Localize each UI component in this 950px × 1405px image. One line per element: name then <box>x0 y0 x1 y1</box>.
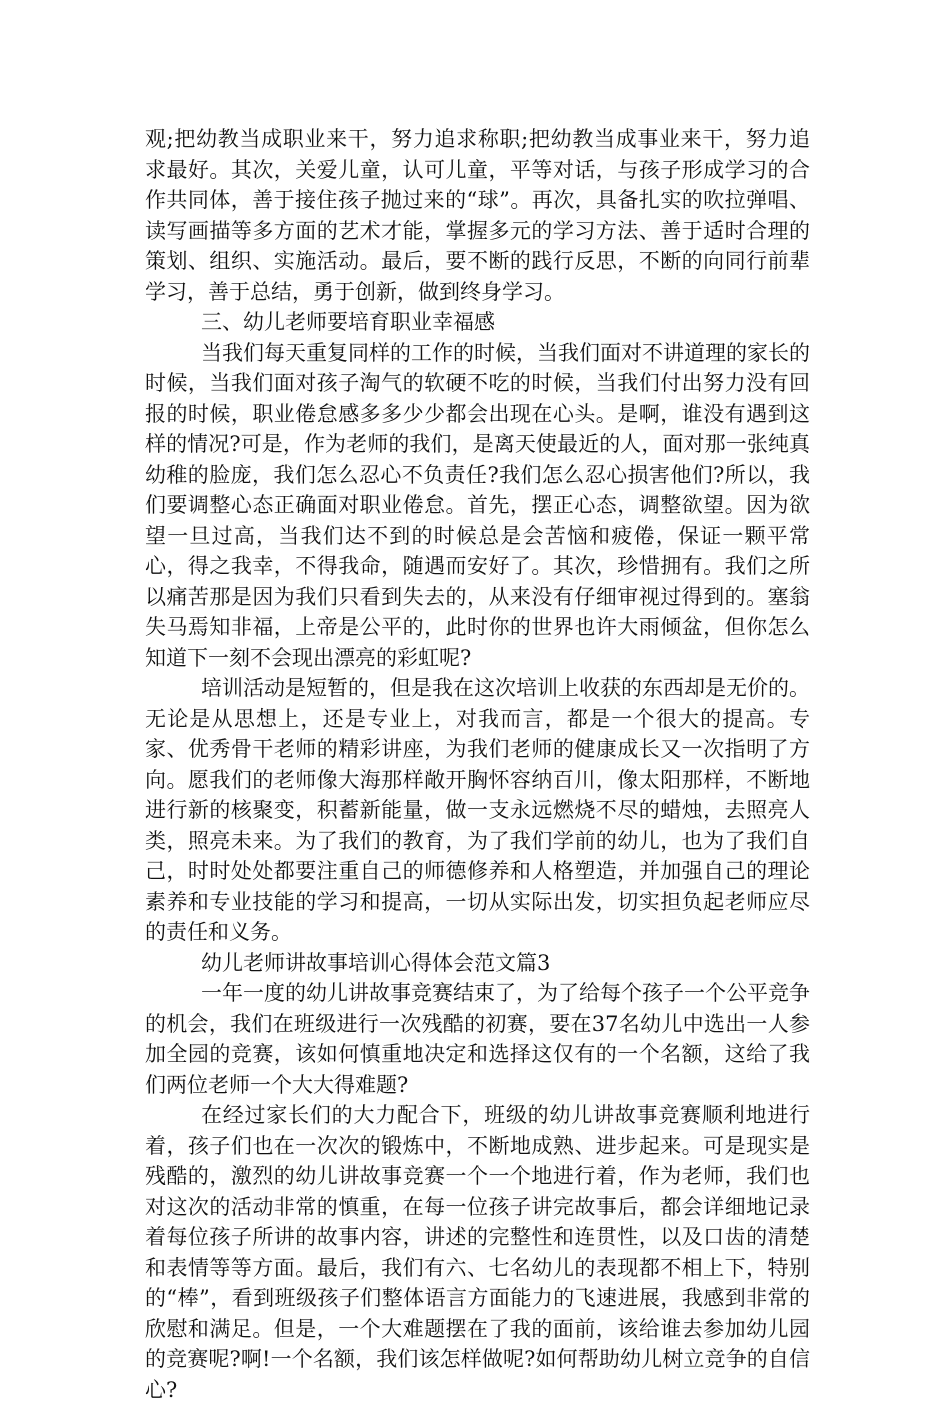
paragraph-continuation: 观;把幼教当成职业来干，努力追求称职;把幼教当成事业来干，努力追求最好。其次，关爱儿童，认可儿童，平等对话，与孩子形成学习的合作共同体，善于接住孩子抛过来的“球”。再次，具备扎实的吹拉弹唱、读写画描等多方面的艺术才能，掌握多元的学习方法、善于适时合理的策划、组织、实施活动。最后，要不断的践行反思，不断的向同行前辈学习，善于总结，勇于创新，做到终身学习。 <box>145 127 810 304</box>
paragraph-competition-process: 在经过家长们的大力配合下，班级的幼儿讲故事竞赛顺利地进行着，孩子们也在一次次的锻炼中，不断地成熟、进步起来。可是现实是残酷的，激烈的幼儿讲故事竞赛一个一个地进行着，作为老师，我们也对这次的活动非常的慎重，在每一位孩子讲完故事后，都会详细地记录着每位孩子所讲的故事内容，讲述的完整性和连贯性，以及口齿的清楚和表情等等方面。最后，我们有六、七名幼儿的表现都不相上下，特别的“棒”，看到班级孩子们整体语言方面能力的飞速进展，我感到非常的欣慰和满足。但是，一个大难题摆在了我的面前，该给谁去参加幼儿园的竞赛呢?啊!一个名额，我们该怎样做呢?如何帮助幼儿树立竞争的自信心? <box>145 1103 810 1402</box>
paragraph-job-burnout: 当我们每天重复同样的工作的时候，当我们面对不讲道理的家长的时候，当我们面对孩子淘气的软硬不吃的时候，当我们付出努力没有回报的时候，职业倦怠感多多少少都会出现在心头。是啊，谁没有遇到这样的情况?可是，作为老师的我们，是离天使最近的人，面对那一张纯真幼稚的脸庞，我们怎么忍心不负责任?我们怎么忍心损害他们?所以，我们要调整心态正确面对职业倦怠。首先，摆正心态，调整欲望。因为欲望一旦过高，当我们达不到的时候总是会苦恼和疲倦，保证一颗平常心，得之我幸，不得我命，随遇而安好了。其次，珍惜拥有。我们之所以痛苦那是因为我们只看到失去的，从来没有仔细审视过得到的。塞翁失马焉知非福，上帝是公平的，此时你的世界也许大雨倾盆，但你怎么知道下一刻不会现出漂亮的彩虹呢? <box>145 340 810 670</box>
paragraph-competition-intro: 一年一度的幼儿讲故事竞赛结束了，为了给每个孩子一个公平竞争的机会，我们在班级进行一次残酷的初赛，要在37名幼儿中选出一人参加全园的竞赛，该如何慎重地决定和选择这仅有的一个名额，这给了我们两位老师一个大大得难题? <box>145 981 810 1097</box>
paragraph-training-summary: 培训活动是短暂的，但是我在这次培训上收获的东西却是无价的。无论是从思想上，还是专业上，对我而言，都是一个很大的提高。专家、优秀骨干老师的精彩讲座，为我们老师的健康成长又一次指明了方向。愿我们的老师像大海那样敞开胸怀容纳百川，像太阳那样，不断地进行新的核聚变，积蓄新能量，做一支永远燃烧不尽的蜡烛，去照亮人类，照亮未来。为了我们的教育，为了我们学前的幼儿，也为了我们自己，时时处处都要注重自己的师德修养和人格塑造，并加强自己的理论素养和专业技能的学习和提高，一切从实际出发，切实担负起老师应尽的责任和义务。 <box>145 676 810 944</box>
section-heading-three: 三、幼儿老师要培育职业幸福感 <box>201 310 495 334</box>
document-page <box>145 124 810 1405</box>
article-heading-part-3: 幼儿老师讲故事培训心得体会范文篇3 <box>201 950 551 975</box>
